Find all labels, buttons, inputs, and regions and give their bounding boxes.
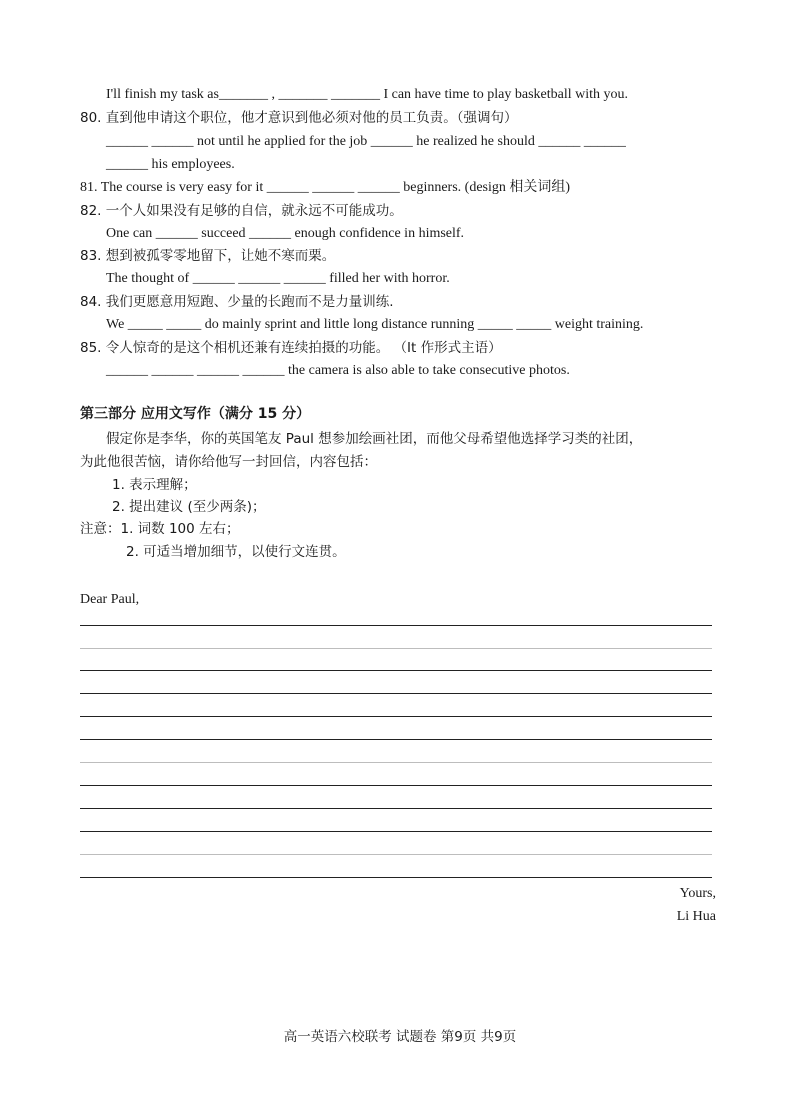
writing-line bbox=[80, 670, 712, 671]
writing-line bbox=[80, 785, 712, 786]
writing-line bbox=[80, 854, 712, 855]
question-81: 81. The course is very easy for it ______ ______ ______ beginners. (design 相关词组) bbox=[80, 180, 571, 195]
letter-closing: Yours, bbox=[679, 886, 716, 901]
writing-line bbox=[80, 693, 712, 694]
question-85-answer-line: ______ ______ ______ ______ the camera is also able to take consecutive photos. bbox=[106, 363, 570, 378]
question-84-prompt: 84. 我们更愿意用短跑、少量的长跑而不是力量训练. bbox=[80, 294, 394, 310]
question-80-answer-line-1: ______ ______ not until he applied for the job ______ he realized he should ______ ______ bbox=[106, 134, 626, 149]
writing-note-1: 注意：1. 词数 100 左右； bbox=[80, 521, 240, 537]
question-83-answer-line: The thought of ______ ______ ______ filled her with horror. bbox=[106, 271, 450, 286]
question-80-answer-line-2: ______ his employees. bbox=[106, 157, 235, 172]
exercise-79-line: I'll finish my task as_______ , _______ _______ I can have time to play basketball with you. bbox=[106, 87, 628, 102]
writing-line bbox=[80, 716, 712, 717]
writing-note-2: 2. 可适当增加细节，以使行文连贯。 bbox=[126, 544, 346, 560]
writing-point-1: 1. 表示理解； bbox=[112, 477, 197, 493]
writing-line bbox=[80, 831, 712, 832]
question-80-prompt: 80. 直到他申请这个职位，他才意识到他必须对他的员工负责。（强调句） bbox=[80, 110, 518, 126]
writing-line bbox=[80, 808, 712, 809]
question-84-answer-line: We _____ _____ do mainly sprint and little long distance running _____ _____ weight training. bbox=[106, 317, 644, 332]
letter-signature: Li Hua bbox=[676, 909, 716, 924]
question-82-prompt: 82. 一个人如果没有足够的自信，就永远不可能成功。 bbox=[80, 203, 403, 219]
letter-greeting: Dear Paul, bbox=[80, 592, 140, 607]
question-82-answer-line: One can ______ succeed ______ enough confidence in himself. bbox=[106, 226, 465, 241]
writing-prompt-line-2: 为此他很苦恼，请你给他写一封回信，内容包括： bbox=[80, 454, 377, 470]
writing-line bbox=[80, 648, 712, 649]
writing-line bbox=[80, 877, 712, 878]
writing-line bbox=[80, 739, 712, 740]
writing-line bbox=[80, 762, 712, 763]
section-heading: 第三部分 应用文写作（满分 15 分） bbox=[80, 406, 311, 422]
question-85-prompt: 85. 令人惊奇的是这个相机还兼有连续拍摄的功能。 （It 作形式主语） bbox=[80, 340, 502, 356]
writing-line bbox=[80, 625, 712, 626]
page-footer: 高一英语六校联考 试题卷 第9页 共9页 bbox=[283, 1029, 517, 1045]
writing-point-2: 2. 提出建议 (至少两条)； bbox=[112, 499, 266, 515]
writing-prompt-line-1: 假定你是李华，你的英国笔友 Paul 想参加绘画社团，而他父母希望他选择学习类的社团， bbox=[106, 431, 643, 447]
question-83-prompt: 83. 想到被孤零零地留下，让她不寒而栗。 bbox=[80, 248, 336, 264]
